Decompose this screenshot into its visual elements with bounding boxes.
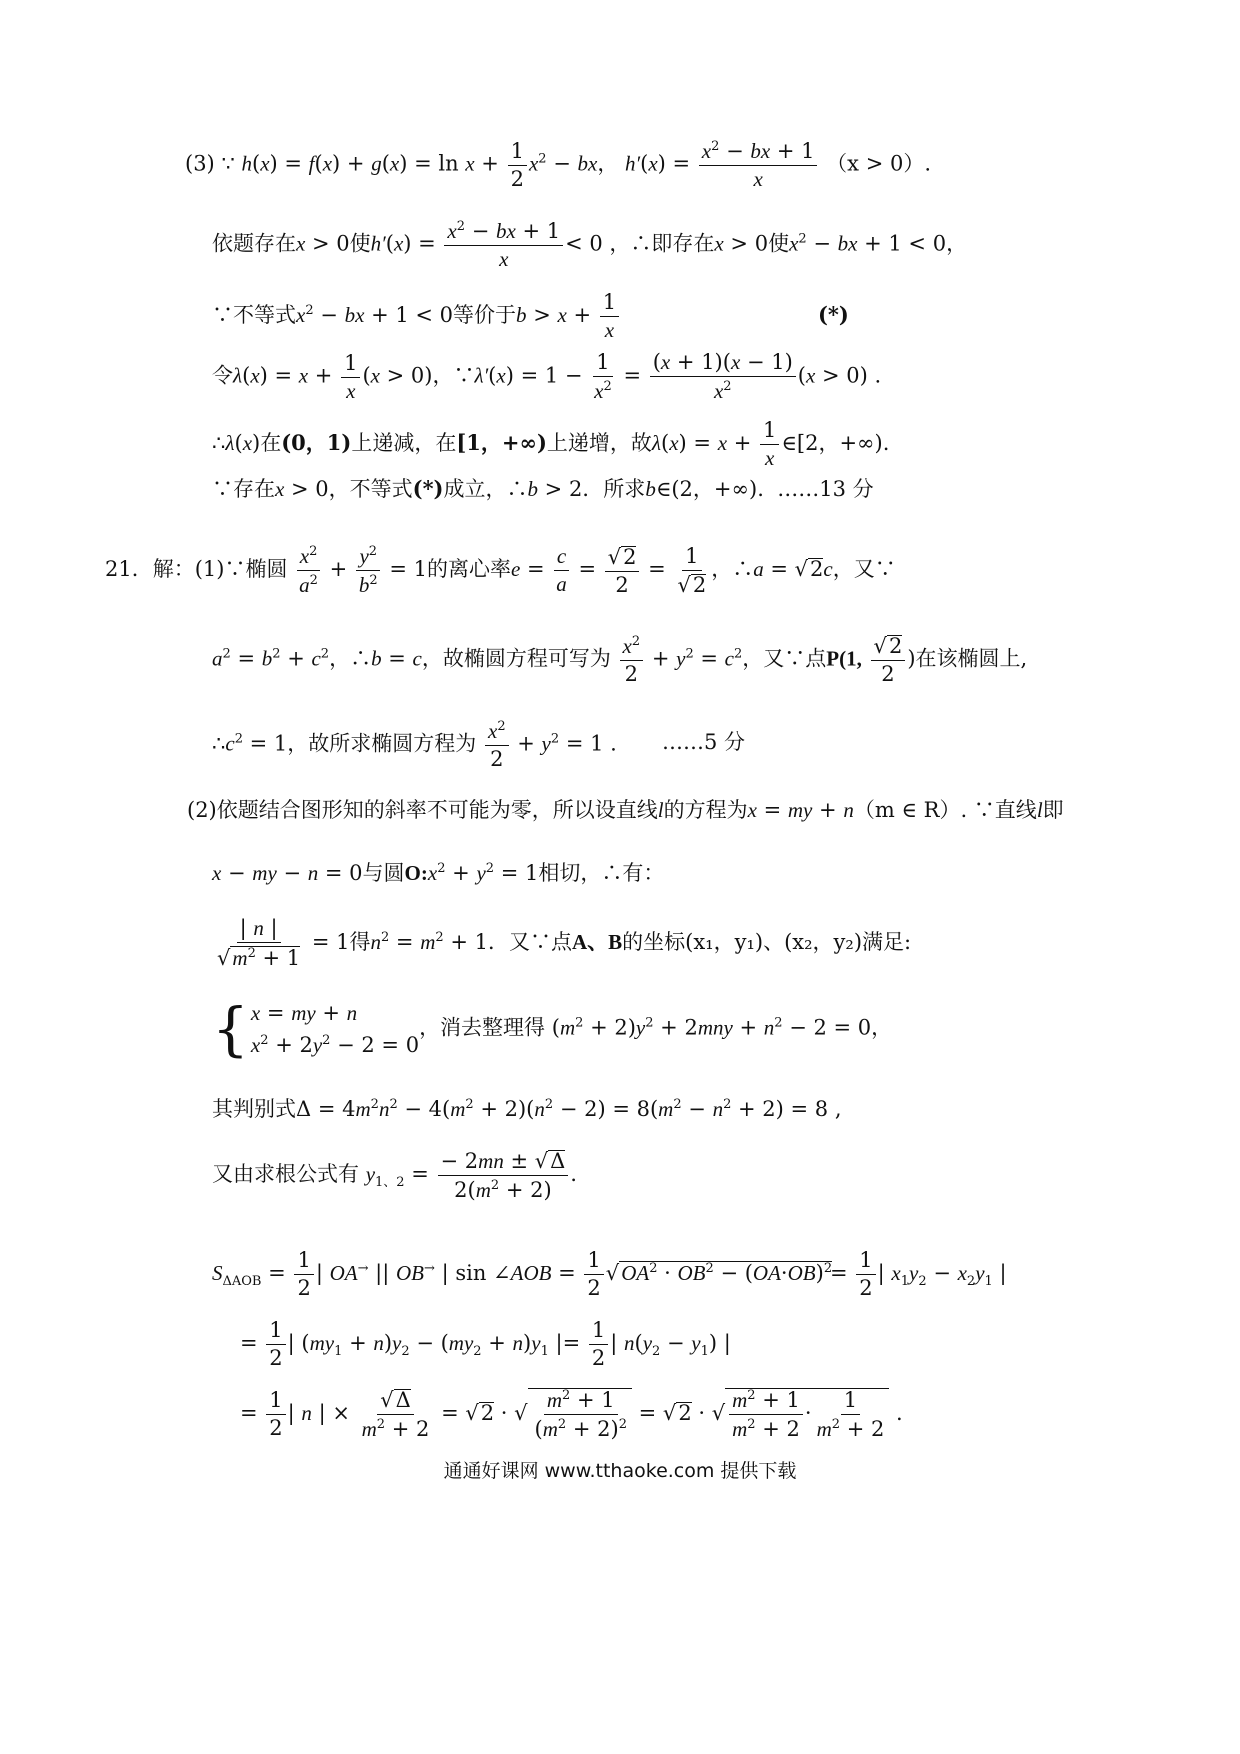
fraction: $\frac{1}{2}$ — [589, 1320, 608, 1369]
line-part3-inequality: ∵不等式$x^2$ − bx + 1 < 0等价于b > x + $\frac{1}{x}$ — [212, 292, 621, 341]
equation-system: x = my + n $x^2 + 2y^2 - 2 = 0$ — [250, 1000, 420, 1057]
text-segment: 使 — [349, 231, 371, 256]
text-segment: 成立，∴ — [443, 477, 528, 501]
text-segment: P(1, — [826, 646, 862, 671]
text-segment: ，∴ — [329, 646, 372, 671]
text-segment: ，又∵ — [832, 557, 896, 581]
fraction: $\frac{(x + 1)(x - 1)}{x^2}$ — [650, 352, 796, 402]
fraction: 1 √ 2 — [674, 546, 709, 596]
left-brace: { — [212, 995, 249, 1063]
text-segment: (*) — [412, 476, 444, 501]
text-segment: 与圆 — [362, 861, 405, 885]
text-segment: ，又∵点 — [742, 646, 827, 671]
text-segment: 的离心率 — [426, 557, 511, 581]
fraction-half: $\frac{1}{2}$ — [508, 141, 527, 190]
text-segment: 的坐标(x₁，y₁)、(x₂，y₂)满足: — [622, 930, 912, 954]
text-segment: ，∵ — [432, 363, 475, 388]
text-segment: ∈(2，+∞). — [655, 477, 764, 501]
text-segment: ，故椭圆方程可写为 — [421, 646, 611, 671]
fraction: $\frac{1}{2}$ — [584, 1250, 603, 1299]
fraction: √ $\frac{2}{2}$ — [871, 635, 906, 685]
line-q21-area-3: = $\frac{1}{2}$ | $(my_1 + n)y_2 - (my_2 + n)y_1$ |= $\frac{1}{2}$ | $n(y_2 - y_1)$ | — [240, 1318, 731, 1370]
text-segment: ∴ — [212, 731, 226, 756]
line-q21-area-2: = $\frac{1}{2}$ | $x_1y_2 - x_2y_1$ | — [830, 1248, 1007, 1300]
text-segment: A、B — [571, 930, 623, 954]
part-label: (3) — [185, 151, 215, 176]
fraction: $\frac{1}{m^2 + 2}$ — [816, 1387, 885, 1441]
interval: (0，1) — [281, 430, 352, 455]
fraction: $\frac{y^2}{b^2}$ — [356, 545, 381, 596]
text-segment: 令 — [212, 363, 233, 388]
text-segment: 又由求根公式有 — [212, 1162, 359, 1186]
fraction: $\frac{1}{x^2}$ — [594, 350, 612, 403]
line-q21-tangent: x − my − n = 0与圆$O:x^2 + y^2 = 1$相切，∴有： — [212, 861, 665, 885]
fraction: $\frac{1}{x}$ — [341, 353, 360, 402]
text-segment: 上递减，在 — [351, 431, 457, 455]
text-segment: ∈[2，+∞). — [781, 431, 890, 455]
text-segment: 即 — [1042, 798, 1064, 822]
line-part3-conclusion: ∵存在x > 0，不等式(*)成立，∴b > 2．所求b∈(2，+∞). ……13 分 — [212, 476, 874, 501]
interval: [1，+∞) — [456, 430, 547, 455]
equation-tag: (*) — [818, 302, 849, 327]
line-q21-system: { x = my + n $x^2 + 2y^2 - 2 = 0$ ，消去整理得 $(m^2 + 2)y^2 + 2mny + n^2 - 2 = 0$， — [212, 995, 893, 1063]
fraction-derivative: $\frac{x^2 - bx + 1}{x}$ — [699, 140, 818, 190]
text-segment: 使 — [768, 231, 790, 256]
text-segment: 上递增，故 — [546, 431, 652, 455]
line-q21-discriminant: 其判别式$\Delta = 4m^2n^2 - 4(m^2 + 2)(n^2 - 2) = 8(m^2 - n^2 + 2) = 8$ , — [212, 1097, 842, 1121]
text-segment: O: — [404, 861, 428, 885]
text-segment: 依题存在 — [212, 231, 296, 256]
line-q21-roots: 又由求根公式有 $y_{1、2}$ = $\frac{- 2mn \pm √ \Delta}{2(m^2 + 2)}$ ． — [212, 1150, 591, 1201]
fraction-derivative-2: $\frac{x^2 - bx + 1}{x}$ — [444, 220, 563, 270]
question-label: 21．解：(1) — [105, 557, 225, 581]
text-segment: ，故所求椭圆方程为 — [287, 731, 477, 756]
line-q21-distance: | n | √ $m^2 + 1$ = 1得$n^2 = m^2 + 1$．又∵点A、B的坐标(x₁，y₁)、(x₂，y₂)满足: — [212, 918, 911, 969]
fraction: | n | √ $m^2 + 1$ — [214, 918, 303, 969]
footer-credit: 通通好课网 www.tthaoke.com 提供下载 — [443, 1460, 797, 1482]
fraction: $\frac{1}{2}$ — [266, 1320, 285, 1369]
text-segment: ． — [570, 1162, 592, 1186]
text-segment: ∵椭圆 — [224, 557, 288, 581]
text-segment: ，∴即存在 — [609, 231, 715, 256]
fraction: $\frac{x^2}{2}$ — [485, 720, 509, 770]
fraction: $\frac{c}{a}$ — [553, 546, 570, 595]
line-q21-result: $\therefore c^2 = 1$，故所求椭圆方程为 $\frac{x^2}{2}$ + $y^2 = 1$ . — [212, 719, 617, 771]
text-segment: 等价于 — [453, 303, 517, 327]
line-q21-area-4: = $\frac{1}{2}$ | n | × √ $\frac{\Delta}{m^2 + 2}$ = √ 2 · √ $\frac{m^2 + 1}{(m^2 + 2)^2}$ = √ 2 · √ $\frac{m^2 + 1}{m^2 + 2}$ · $\frac{1}{m^2 + 2}$ . — [240, 1388, 903, 1440]
because-symbol: ∵ — [221, 151, 235, 176]
text-segment: ∴ — [212, 431, 226, 455]
fraction: $\frac{x^2}{2}$ — [620, 635, 644, 685]
fraction: $\frac{m^2 + 1}{(m^2 + 2)^2}$ — [534, 1388, 627, 1441]
score: ……13 分 — [777, 477, 874, 501]
fraction: $\frac{1}{2}$ — [294, 1250, 313, 1299]
text-segment: 的方程为 — [663, 798, 748, 822]
text-segment: ∵存在 — [212, 477, 275, 501]
text-segment: 相切，∴有： — [538, 861, 665, 885]
line-q21-ellipse-eq: $a^2 = b^2 + c^2$，∴b = c，故椭圆方程可写为 $\frac{x^2}{2}$ + $y^2 = c^2$，又∵点P(1, √ $\frac{2}{2}$ )在该椭圆上, — [212, 635, 1027, 685]
text-segment: 得 — [349, 930, 371, 954]
line-part3-monotonic: ∴λ(x)在(0，1)上递减，在[1，+∞)上递增，故λ(x) = x + $\frac{1}{x}$ ∈[2，+∞). — [212, 418, 890, 470]
text-segment: ．又∵点 — [487, 930, 572, 954]
line-q21-part2: (2)依题结合图形知的斜率不可能为零，所以设直线l的方程为x = my + n（m ∈ R）. ∵直线l即 — [187, 798, 1064, 822]
fraction-1-over-x: $\frac{1}{x}$ — [600, 292, 619, 341]
line-q21-area: $S_{\Delta AOB}$ = $\frac{1}{2}$ | OA→ || OB→ | sin ∠AOB = $\frac{1}{2}$ √ $OA^2 \cdot OB^2 - (OA\cdot OB)^2$ — [212, 1250, 832, 1299]
text-segment: ，不等式 — [328, 477, 413, 501]
fraction: $\frac{m^2 + 1}{m^2 + 2}$ — [729, 1389, 803, 1440]
text-segment: (2) — [187, 798, 217, 822]
fraction: $\frac{1}{x}$ — [760, 420, 779, 469]
text-segment: ∵不等式 — [212, 303, 296, 327]
text-segment: （m ∈ R）. ∵直线 — [853, 798, 1037, 822]
text-segment: ，∴ — [711, 557, 754, 581]
fraction: $\frac{1}{2}$ — [266, 1390, 285, 1439]
line-q21-ellipse: 21．解：(1)∵椭圆 $\frac{x^2}{a^2}$ + $\frac{y^2}{b^2}$ = 1的离心率e = $\frac{c}{a}$ = √ $\frac{2}{2}$ = 1 √ 2 ，∴a = √ 2c，又∵ — [105, 545, 896, 596]
line-part3-existence: 依题存在x > 0使h′(x) = $\frac{x^2 - bx + 1}{x}$ < 0 ，∴即存在x > 0使$x^2$ − bx + 1 < 0， — [212, 219, 968, 271]
text-segment: ，消去整理得 — [419, 1015, 546, 1040]
score: ……5 分 — [662, 730, 746, 754]
text-segment: )在该椭圆上, — [907, 646, 1028, 671]
text-segment: ．所求 — [582, 477, 646, 501]
text-segment: 依题结合图形知的斜率不可能为零，所以设直线 — [216, 798, 658, 822]
text-segment: 其判别式 — [212, 1097, 296, 1121]
line-part3-lambda: 令λ(x) = x + $\frac{1}{x}$ (x > 0)，∵λ′(x) = 1 − $\frac{1}{x^2}$ = $\frac{(x + 1)(x - 1)}{x^2}$ (x > 0) . — [212, 350, 882, 403]
line-part3-h-def: (3) ∵ h(x) = f(x) + g(x) = ln x + $\frac{1}{2}$ $x^2$ − bx， h′(x) = $\frac{x^2 - bx + 1}{x}$ （x > 0）. — [185, 138, 931, 191]
domain-note: （x > 0）. — [826, 151, 931, 176]
fraction: √ $\frac{2}{2}$ — [605, 546, 640, 596]
fraction: $\frac{- 2mn \pm √ \Delta}{2(m^2 + 2)}$ — [438, 1150, 569, 1201]
fraction: $\frac{x^2}{a^2}$ — [296, 545, 321, 596]
text-segment: 在 — [260, 431, 282, 455]
fraction: √ $\frac{\Delta}{m^2 + 2}$ — [359, 1389, 433, 1440]
fraction: $\frac{1}{2}$ — [856, 1250, 875, 1299]
